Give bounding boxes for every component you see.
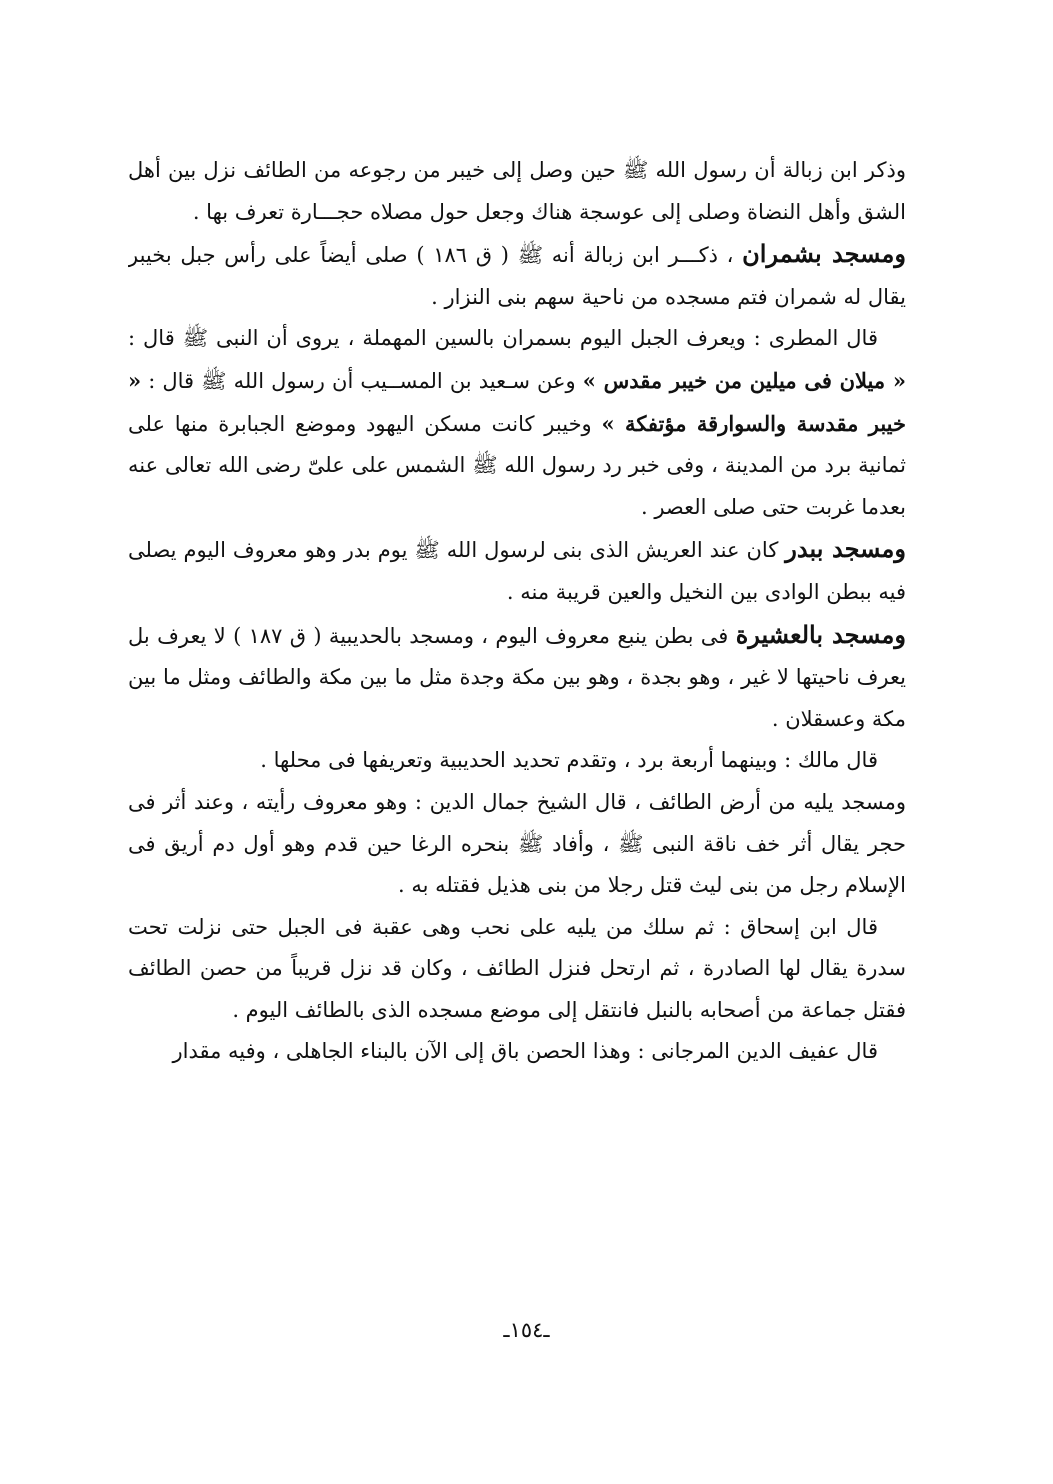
- paragraph: [128, 907, 906, 1032]
- paragraph-text: وخيبر كانت مسكن اليهود وموضع الجبابرة منها على ثمانية برد من المدينة ، وفى خبر رد رسول الله ﷺ الشمس على علىّ رضى الله تعالى عنه بعدما غربت حتى صلى العصر .: [128, 411, 906, 519]
- mosque-heading: ومسجد بالعشيرة: [735, 619, 906, 649]
- paragraph-text: قال المطرى : ويعرف الجبل اليوم بسمران بالسين المهملة ، يروى أن النبى ﷺ قال :: [128, 326, 878, 351]
- paragraph: [128, 1031, 906, 1073]
- paragraph-text: فى بطن ينبع معروف اليوم ، ومسجد بالحديبية ( ق ١٨٧ ) لا يعرف بل يعرف ناحيتها لا غير ، وهو بجدة ، وهو بين مكة وجدة مثل ما بين مكة والطائف ومثل ما بين مكة وعسقلان .: [128, 623, 906, 731]
- paragraph-text: ، ذكـــر ابن زبالة أنه ﷺ ( ق ١٨٦ ) صلى أيضاً على رأس جبل بخيبر يقال له شمران فتم مسجده من ناحية سهم بنى النزار .: [128, 243, 906, 309]
- paragraph: [128, 782, 906, 907]
- paragraph-text: ومسجد يليه من أرض الطائف ، قال الشيخ جمال الدين : وهو معروف رأيته ، وعند أثر فى حجر يقال أثر خف ناقة النبى ﷺ ، وأفاد ﷺ بنحره الرغا حين قدم وهو أول دم أريق فى الإسلام رجل من بنى ليث قتل رجلا من بنى هذيل فقتله به .: [128, 789, 906, 898]
- paragraph-text: قال عفيف الدين المرجانى : وهذا الحصن باق إلى الآن بالبناء الجاهلى ، وفيه مقدار: [172, 1039, 878, 1064]
- paragraph-text: وذكر ابن زبالة أن رسول الله ﷺ حين وصل إلى خيبر من رجوعه من الطائف نزل بين أهل الشق وأهل النضاة وصلى إلى عوسجة هناك وجعل حول مصلاه حجـــارة تعرف بها .: [128, 158, 906, 224]
- text-container: [128, 150, 906, 1073]
- paragraph: [128, 614, 906, 741]
- hadith-quote: « خيبر مقدسة والسوارقة مؤتفكة »: [128, 367, 906, 436]
- paragraph-text: قال مالك : وبينهما أربعة برد ، وتقدم تحديد الحديبية وتعريفها فى محلها .: [260, 748, 878, 773]
- paragraph: [128, 233, 906, 318]
- paragraph: [128, 740, 906, 782]
- paragraph: [128, 528, 906, 613]
- mosque-heading: ومسجد بشمران: [742, 239, 906, 269]
- paragraph-text: وعن سـعيد بن المســيب أن رسول الله ﷺ قال :: [141, 368, 583, 393]
- paragraph: [128, 150, 906, 233]
- mosque-heading: ومسجد ببدر: [785, 534, 906, 564]
- page-number: ـ١٥٤ـ: [503, 1318, 550, 1342]
- hadith-quote: « ميلان فى ميلين من خيبر مقدس »: [582, 367, 906, 393]
- paragraph-text: قال ابن إسحاق : ثم سلك من يليه على نحب وهى عقبة فى الجبل حتى نزلت تحت سدرة يقال لها الصادرة ، ثم ارتحل فنزل الطائف ، وكان قد نزل قريباً من حصن الطائف فقتل جماعة من أصحابه بالنبل فانتقل إلى موضع مسجده الذى بالطائف اليوم .: [128, 914, 906, 1022]
- page-body: [128, 150, 906, 1280]
- paragraph: [128, 318, 906, 528]
- paragraph-text: كان عند العريش الذى بنى لرسول الله ﷺ يوم بدر وهو معروف اليوم يصلى فيه ببطن الوادى بين النخيل والعين قريبة منه .: [128, 538, 906, 604]
